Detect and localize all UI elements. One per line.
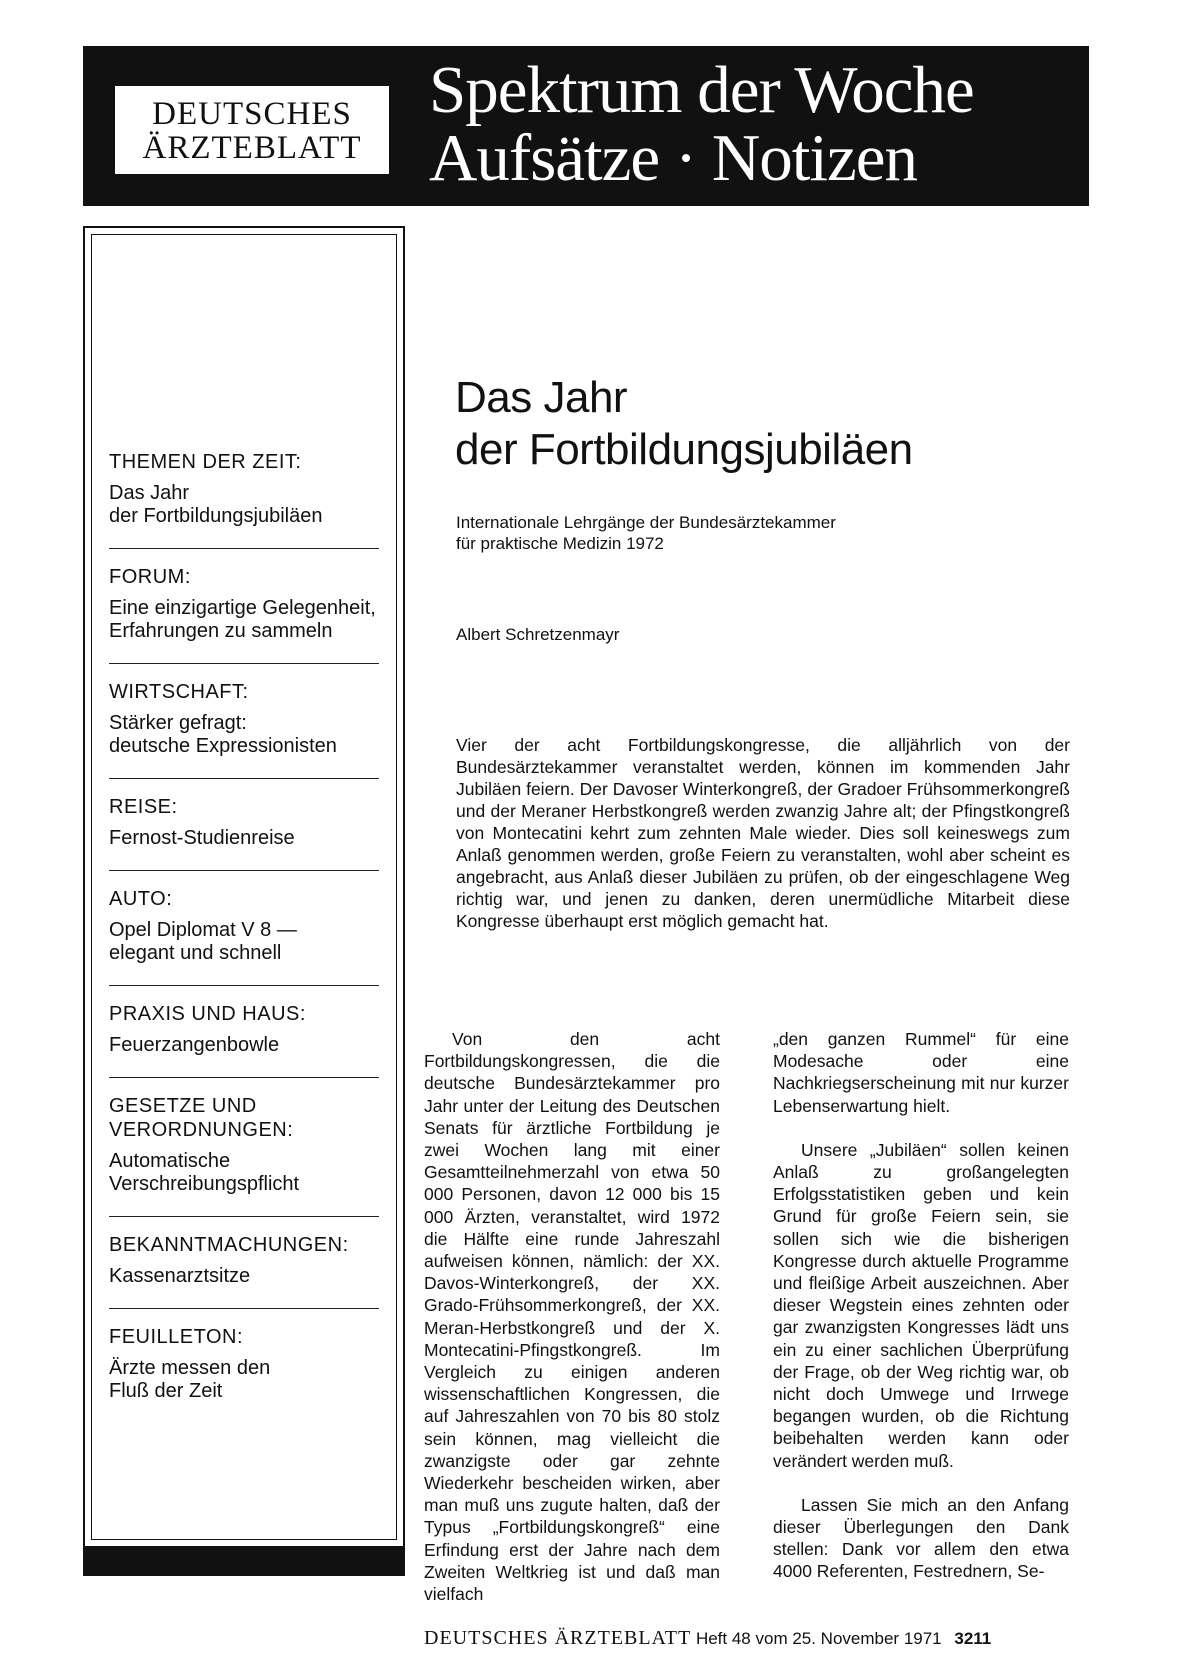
subtitle-line-2: für praktische Medizin 1972 (456, 534, 664, 553)
toc-category: REISE: (109, 796, 178, 818)
toc-category: AUTO: (109, 888, 173, 910)
toc-entry: Opel Diplomat V 8 — elegant und schnell (109, 919, 297, 964)
subtitle-line-1: Internationale Lehrgänge der Bundesärztekammer (456, 513, 836, 532)
toc-category: WIRTSCHAFT: (109, 681, 249, 703)
toc-section (109, 1094, 379, 1217)
toc-section (109, 1233, 379, 1309)
toc-section (109, 565, 379, 664)
logo-line-2: ÄRZTEBLATT (142, 130, 362, 166)
journal-logo (113, 84, 391, 176)
toc-category: GESETZE UND VERORDNUNGEN: (109, 1095, 294, 1141)
footer-journal-name: DEUTSCHES ÄRZTEBLATT (424, 1627, 692, 1649)
toc-category: THEMEN DER ZEIT: (109, 451, 302, 473)
section-title (429, 53, 974, 195)
toc-section (109, 680, 379, 779)
toc-category: FORUM: (109, 566, 191, 588)
toc-entry: Kassenarztsitze (109, 1265, 251, 1287)
toc-category: BEKANNTMACHUNGEN: (109, 1234, 349, 1256)
body-paragraph: Von den acht Fortbildungskongressen, die die deutsche Bundesärztekammer pro Jahr unter der Leitung des Deutschen Senats für ärztliche Fortbildung je zwei Wochen lang mit einer Gesamtteilnehmerzahl von etwa 50 000 Personen, davon 12 000 bis 15 000 Ärzten, veranstaltet, wird 1972 die Hälfte eine runde Jahreszahl aufweisen können, nämlich: der XX. Davos-Winterkongreß, der XX. Grado-Frühsommerkongreß, der XX. Meran-Herbstkongreß und der X. Montecatini-Pfingstkongreß. Im Vergleich zu einigen anderen wissenschaftlichen Kongressen, die auf Jahreszahlen von 70 bis 80 stolz sein können, mag vielleicht die zwanzigste oder gar zehnte Wiederkehr bescheiden wirken, aber man muß uns zugute halten, daß der Typus „Fortbildungskongreß“ eine Erfindung erst der Jahre nach dem Zweiten Weltkrieg ist und daß man vielfach (424, 1029, 720, 1605)
page-footer (424, 1628, 991, 1649)
masthead (83, 46, 1089, 206)
logo-line-1: DEUTSCHES (152, 96, 352, 132)
table-of-contents (109, 450, 379, 1439)
toc-category: PRAXIS UND HAUS: (109, 1003, 306, 1025)
body-paragraph: Unsere „Jubiläen“ sollen keinen Anlaß zu großangelegten Erfolgsstatistiken geben und kein Grund für große Feiern sein, sie sollen sich wie die bisherigen Kongresse durch aktuelle Programme und fleißige Arbeit auszeichnen. Aber dieser Wegstein eines zehnten oder gar zwanzigsten Kongresses lädt uns ein zu einer sachlichen Überprüfung der Frage, ob der Weg richtig war, ob nicht doch Umwege und Irrwege begangen wurden, ob die Richtung beibehalten werden kann oder verändert werden muß. (773, 1139, 1069, 1471)
page-number: 3211 (954, 1629, 992, 1648)
article-subtitle (456, 512, 836, 554)
toc-entry: Eine einzigartige Gelegenheit, Erfahrungen zu sammeln (109, 597, 376, 642)
toc-entry: Ärzte messen den Fluß der Zeit (109, 1357, 271, 1402)
sidebar-footer-bar (83, 1548, 405, 1576)
body-column-right (773, 1028, 1069, 1605)
toc-section (109, 450, 379, 549)
headline-line-1: Das Jahr (455, 373, 628, 422)
toc-section (109, 1325, 379, 1423)
section-title-line-2: Aufsätze · Notizen (429, 121, 918, 195)
toc-section (109, 795, 379, 871)
toc-entry: Fernost-Studienreise (109, 827, 295, 849)
article-author: Albert Schretzenmayr (456, 625, 620, 644)
body-paragraph: Lassen Sie mich an den Anfang dieser Überlegungen den Dank stellen: Dank vor allem den etwa 4000 Referenten, Festrednern, Se- (773, 1494, 1069, 1582)
toc-section (109, 887, 379, 986)
headline-line-2: der Fortbildungsjubiläen (455, 425, 913, 474)
article-headline (455, 372, 913, 476)
footer-issue: Heft 48 vom 25. November 1971 (695, 1629, 942, 1648)
toc-entry: Feuerzangenbowle (109, 1034, 280, 1056)
toc-section (109, 1002, 379, 1078)
toc-category: FEUILLETON: (109, 1326, 244, 1348)
article-lead: Vier der acht Fortbildungskongresse, die alljährlich von der Bundesärztekammer veranstaltet werden, können im kommenden Jahr Jubiläen feiern. Der Davoser Winterkongreß, der Gradoer Frühsommerkongreß und der Meraner Herbstkongreß werden zwanzig Jahre alt; der Pfingstkongreß von Montecatini kehrt zum zehnten Male wieder. Dies soll keineswegs zum Anlaß genommen werden, große Feiern zu veranstalten, wohl aber scheint es angebracht, aus Anlaß dieser Jubiläen zu prüfen, ob der eingeschlagene Weg richtig war, und jenen zu danken, deren unermüdliche Mitarbeit diese Kongresse überhaupt erst möglich gemacht hat. (456, 735, 1070, 931)
toc-entry: Automatische Verschreibungspflicht (109, 1150, 300, 1195)
toc-entry: Stärker gefragt: deutsche Expressionisten (109, 712, 337, 757)
toc-entry: Das Jahr der Fortbildungsjubiläen (109, 482, 323, 527)
body-column-left (424, 1028, 720, 1627)
body-paragraph: „den ganzen Rummel“ für eine Modesache oder eine Nachkriegserscheinung mit nur kurzer Lebenserwartung hielt. (773, 1029, 1069, 1116)
section-title-line-1: Spektrum der Woche (429, 53, 974, 127)
